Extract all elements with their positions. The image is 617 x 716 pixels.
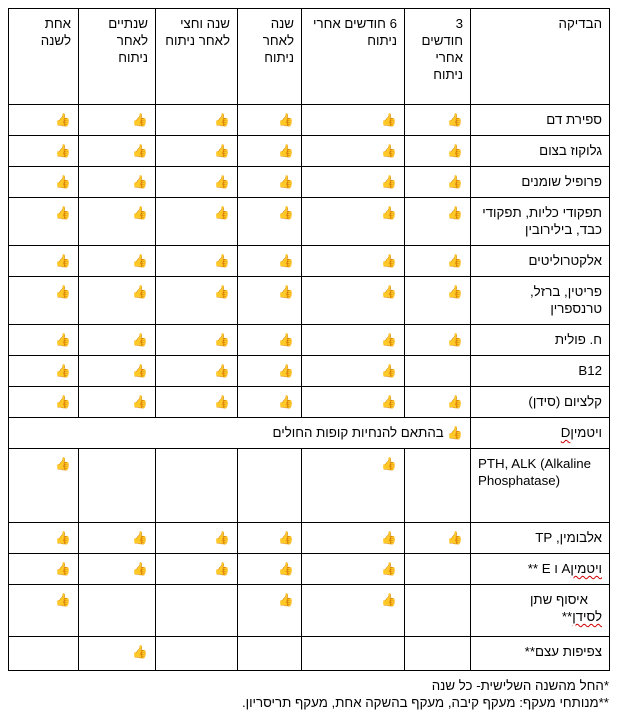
mark-cell bbox=[9, 356, 79, 387]
thumbs-up-icon: 👍 bbox=[132, 113, 148, 127]
mark-cell bbox=[405, 523, 471, 554]
mark-cell bbox=[302, 387, 405, 418]
test-name bbox=[471, 585, 610, 637]
thumbs-up-icon: 👍 bbox=[278, 175, 294, 189]
thumbs-up-icon: 👍 bbox=[447, 206, 463, 220]
thumbs-up-icon: 👍 bbox=[214, 364, 230, 378]
test-name bbox=[471, 418, 610, 449]
mark-cell bbox=[156, 523, 238, 554]
thumbs-up-icon: 👍 bbox=[447, 254, 463, 268]
mark-cell bbox=[302, 246, 405, 277]
thumbs-up-icon: 👍 bbox=[278, 333, 294, 347]
thumbs-up-icon: 👍 bbox=[278, 364, 294, 378]
mark-cell bbox=[156, 637, 238, 671]
mark-cell bbox=[405, 554, 471, 585]
test-name bbox=[471, 449, 610, 523]
mark-cell bbox=[9, 277, 79, 325]
thumbs-up-icon: 👍 bbox=[132, 645, 148, 659]
mark-cell bbox=[405, 167, 471, 198]
thumbs-up-icon: 👍 bbox=[278, 113, 294, 127]
mark-cell bbox=[9, 449, 79, 523]
mark-cell bbox=[302, 325, 405, 356]
table-row bbox=[9, 356, 610, 387]
mark-cell bbox=[238, 356, 302, 387]
thumbs-up-icon: 👍 bbox=[55, 562, 71, 576]
test-name-suffix: D bbox=[560, 425, 571, 440]
mark-cell bbox=[9, 637, 79, 671]
test-name-line2-suffix: ** bbox=[561, 609, 573, 624]
mark-cell bbox=[79, 554, 156, 585]
test-name bbox=[471, 554, 610, 585]
mark-cell bbox=[9, 387, 79, 418]
thumbs-up-icon: 👍 bbox=[55, 395, 71, 409]
mark-cell bbox=[405, 277, 471, 325]
thumbs-up-icon: 👍 bbox=[447, 144, 463, 158]
thumbs-up-icon: 👍 bbox=[381, 562, 397, 576]
thumbs-up-icon: 👍 bbox=[278, 531, 294, 545]
test-name: ח. פולית bbox=[471, 325, 610, 356]
thumbs-up-icon: 👍 bbox=[214, 254, 230, 268]
thumbs-up-icon: 👍 bbox=[447, 333, 463, 347]
thumbs-up-icon: 👍 bbox=[278, 593, 294, 607]
thumbs-up-icon: 👍 bbox=[278, 206, 294, 220]
table-row bbox=[9, 105, 610, 136]
followup-tests-table bbox=[8, 8, 610, 671]
mark-cell bbox=[238, 167, 302, 198]
mark-cell bbox=[156, 167, 238, 198]
thumbs-up-icon: 👍 bbox=[278, 285, 294, 299]
mark-cell bbox=[9, 105, 79, 136]
mark-cell bbox=[302, 277, 405, 325]
mark-cell bbox=[405, 325, 471, 356]
test-name: B12 bbox=[471, 356, 610, 387]
mark-cell bbox=[302, 356, 405, 387]
thumbs-up-icon: 👍 bbox=[214, 531, 230, 545]
mark-cell bbox=[302, 637, 405, 671]
vitamin-d-note: בהתאם להנחיות קופות החולים bbox=[272, 425, 444, 440]
mark-cell bbox=[156, 136, 238, 167]
table-row bbox=[9, 387, 610, 418]
test-name-prefix: ויטמין bbox=[570, 561, 602, 576]
mark-cell bbox=[405, 449, 471, 523]
thumbs-up-icon: 👍 bbox=[55, 175, 71, 189]
mark-cell bbox=[405, 356, 471, 387]
test-name: גלוקוז בצום bbox=[471, 136, 610, 167]
mark-cell bbox=[79, 198, 156, 246]
mark-cell bbox=[405, 246, 471, 277]
thumbs-up-icon: 👍 bbox=[132, 175, 148, 189]
mark-cell bbox=[9, 246, 79, 277]
thumbs-up-icon: 👍 bbox=[55, 113, 71, 127]
test-name: ספירת דם bbox=[471, 105, 610, 136]
thumbs-up-icon: 👍 bbox=[447, 285, 463, 299]
table-row bbox=[9, 637, 610, 671]
table-row bbox=[9, 418, 610, 449]
table-row bbox=[9, 554, 610, 585]
mark-cell bbox=[79, 277, 156, 325]
mark-cell bbox=[9, 554, 79, 585]
table-row bbox=[9, 198, 610, 246]
mark-cell bbox=[9, 198, 79, 246]
thumbs-up-icon: 👍 bbox=[278, 395, 294, 409]
footnotes bbox=[8, 677, 609, 711]
test-name-prefix: ויטמין bbox=[570, 425, 602, 440]
thumbs-up-icon: 👍 bbox=[55, 531, 71, 545]
thumbs-up-icon: 👍 bbox=[381, 593, 397, 607]
thumbs-up-icon: 👍 bbox=[214, 206, 230, 220]
mark-cell bbox=[238, 637, 302, 671]
mark-cell bbox=[79, 325, 156, 356]
thumbs-up-icon: 👍 bbox=[214, 144, 230, 158]
table-row bbox=[9, 277, 610, 325]
thumbs-up-icon: 👍 bbox=[132, 562, 148, 576]
mark-cell bbox=[405, 136, 471, 167]
thumbs-up-icon: 👍 bbox=[447, 175, 463, 189]
thumbs-up-icon: 👍 bbox=[381, 333, 397, 347]
mark-cell bbox=[156, 246, 238, 277]
thumbs-up-icon: 👍 bbox=[55, 457, 71, 471]
thumbs-up-icon: 👍 bbox=[55, 206, 71, 220]
thumbs-up-icon: 👍 bbox=[132, 285, 148, 299]
mark-cell bbox=[156, 356, 238, 387]
thumbs-up-icon: 👍 bbox=[132, 364, 148, 378]
table-row bbox=[9, 167, 610, 198]
thumbs-up-icon: 👍 bbox=[55, 333, 71, 347]
mark-cell bbox=[238, 136, 302, 167]
thumbs-up-icon: 👍 bbox=[447, 113, 463, 127]
mark-cell bbox=[79, 523, 156, 554]
mark-cell bbox=[156, 554, 238, 585]
mark-cell bbox=[302, 167, 405, 198]
mark-cell bbox=[79, 167, 156, 198]
thumbs-up-icon: 👍 bbox=[381, 395, 397, 409]
mark-cell bbox=[405, 387, 471, 418]
thumbs-up-icon: 👍 bbox=[132, 254, 148, 268]
mark-cell bbox=[302, 449, 405, 523]
thumbs-up-icon: 👍 bbox=[55, 144, 71, 158]
thumbs-up-icon: 👍 bbox=[132, 206, 148, 220]
test-name-suffix: A ו E ** bbox=[527, 561, 571, 576]
table-row bbox=[9, 246, 610, 277]
mark-cell bbox=[405, 198, 471, 246]
test-name: קלציום (סידן) bbox=[471, 387, 610, 418]
footnote-1: *החל מהשנה השלישית- כל שנה bbox=[431, 678, 609, 693]
mark-cell bbox=[238, 246, 302, 277]
thumbs-up-icon: 👍 bbox=[381, 364, 397, 378]
mark-cell bbox=[9, 523, 79, 554]
mark-cell bbox=[302, 585, 405, 637]
thumbs-up-icon: 👍 bbox=[381, 144, 397, 158]
mark-cell bbox=[238, 277, 302, 325]
table-row bbox=[9, 523, 610, 554]
mark-cell bbox=[9, 167, 79, 198]
mark-cell bbox=[238, 105, 302, 136]
test-name: תפקודי כליות, תפקודי כבד, בילירובין bbox=[471, 198, 610, 246]
thumbs-up-icon: 👍 bbox=[132, 144, 148, 158]
test-name-line2 bbox=[478, 608, 602, 625]
thumbs-up-icon: 👍 bbox=[278, 562, 294, 576]
mark-cell bbox=[156, 449, 238, 523]
mark-cell bbox=[405, 637, 471, 671]
mark-cell bbox=[79, 105, 156, 136]
header-annually: אחת לשנה bbox=[9, 9, 79, 105]
table-row bbox=[9, 136, 610, 167]
mark-cell bbox=[9, 585, 79, 637]
test-name-line1: איסוף שתן bbox=[529, 592, 588, 607]
mark-cell bbox=[238, 585, 302, 637]
mark-cell bbox=[156, 325, 238, 356]
thumbs-up-icon: 👍 bbox=[55, 364, 71, 378]
mark-cell bbox=[9, 325, 79, 356]
header-3-months: 3 חודשים אחרי ניתוח bbox=[405, 9, 471, 105]
mark-cell bbox=[156, 277, 238, 325]
footnote-2: **מנותחי מעקף: מעקף קיבה, מעקף בהשקה אחת, מעקף תריסריון. bbox=[241, 695, 609, 710]
header-1-5-years: שנה וחצי לאחר ניתוח bbox=[156, 9, 238, 105]
thumbs-up-icon: 👍 bbox=[447, 531, 463, 545]
mark-cell bbox=[238, 554, 302, 585]
test-name: אלבומין, TP bbox=[471, 523, 610, 554]
thumbs-up-icon: 👍 bbox=[214, 175, 230, 189]
thumbs-up-icon: 👍 bbox=[214, 562, 230, 576]
mark-cell bbox=[79, 246, 156, 277]
mark-cell bbox=[302, 198, 405, 246]
thumbs-up-icon: 👍 bbox=[381, 531, 397, 545]
vitamin-d-note-cell bbox=[9, 418, 471, 449]
thumbs-up-icon: 👍 bbox=[447, 395, 463, 409]
mark-cell bbox=[9, 136, 79, 167]
thumbs-up-icon: 👍 bbox=[55, 285, 71, 299]
mark-cell bbox=[156, 198, 238, 246]
thumbs-up-icon: 👍 bbox=[55, 593, 71, 607]
header-2-years: שנתיים לאחר ניתוח bbox=[79, 9, 156, 105]
mark-cell bbox=[79, 449, 156, 523]
test-name: פרופיל שומנים bbox=[471, 167, 610, 198]
mark-cell bbox=[302, 523, 405, 554]
test-name: אלקטרוליטים bbox=[471, 246, 610, 277]
thumbs-up-icon: 👍 bbox=[55, 254, 71, 268]
mark-cell bbox=[79, 637, 156, 671]
thumbs-up-icon: 👍 bbox=[214, 333, 230, 347]
mark-cell bbox=[238, 325, 302, 356]
thumbs-up-icon: 👍 bbox=[447, 426, 463, 440]
table-row bbox=[9, 325, 610, 356]
thumbs-up-icon: 👍 bbox=[278, 144, 294, 158]
test-name-line2-prefix: לסידן bbox=[572, 609, 602, 624]
mark-cell bbox=[302, 554, 405, 585]
header-6-months: 6 חודשים אחרי ניתוח bbox=[302, 9, 405, 105]
mark-cell bbox=[405, 585, 471, 637]
mark-cell bbox=[302, 136, 405, 167]
thumbs-up-icon: 👍 bbox=[381, 175, 397, 189]
test-name: צפיפות עצם** bbox=[471, 637, 610, 671]
header-row bbox=[9, 9, 610, 105]
table-row bbox=[9, 449, 610, 523]
thumbs-up-icon: 👍 bbox=[381, 113, 397, 127]
thumbs-up-icon: 👍 bbox=[214, 113, 230, 127]
test-name-text: PTH, ALK (Alkaline Phosphatase) bbox=[478, 456, 592, 488]
thumbs-up-icon: 👍 bbox=[381, 254, 397, 268]
mark-cell bbox=[156, 387, 238, 418]
thumbs-up-icon: 👍 bbox=[381, 457, 397, 471]
thumbs-up-icon: 👍 bbox=[132, 395, 148, 409]
mark-cell bbox=[156, 105, 238, 136]
mark-cell bbox=[79, 387, 156, 418]
test-name: פריטין, ברזל, טרנספרין bbox=[471, 277, 610, 325]
thumbs-up-icon: 👍 bbox=[132, 531, 148, 545]
thumbs-up-icon: 👍 bbox=[381, 285, 397, 299]
mark-cell bbox=[79, 136, 156, 167]
header-test: הבדיקה bbox=[471, 9, 610, 105]
mark-cell bbox=[302, 105, 405, 136]
mark-cell bbox=[79, 356, 156, 387]
table-row bbox=[9, 585, 610, 637]
thumbs-up-icon: 👍 bbox=[132, 333, 148, 347]
mark-cell bbox=[238, 449, 302, 523]
mark-cell bbox=[79, 585, 156, 637]
thumbs-up-icon: 👍 bbox=[381, 206, 397, 220]
mark-cell bbox=[238, 523, 302, 554]
mark-cell bbox=[238, 387, 302, 418]
mark-cell bbox=[238, 198, 302, 246]
mark-cell bbox=[156, 585, 238, 637]
header-1-year: שנה לאחר ניתוח bbox=[238, 9, 302, 105]
mark-cell bbox=[405, 105, 471, 136]
thumbs-up-icon: 👍 bbox=[214, 285, 230, 299]
thumbs-up-icon: 👍 bbox=[278, 254, 294, 268]
thumbs-up-icon: 👍 bbox=[214, 395, 230, 409]
